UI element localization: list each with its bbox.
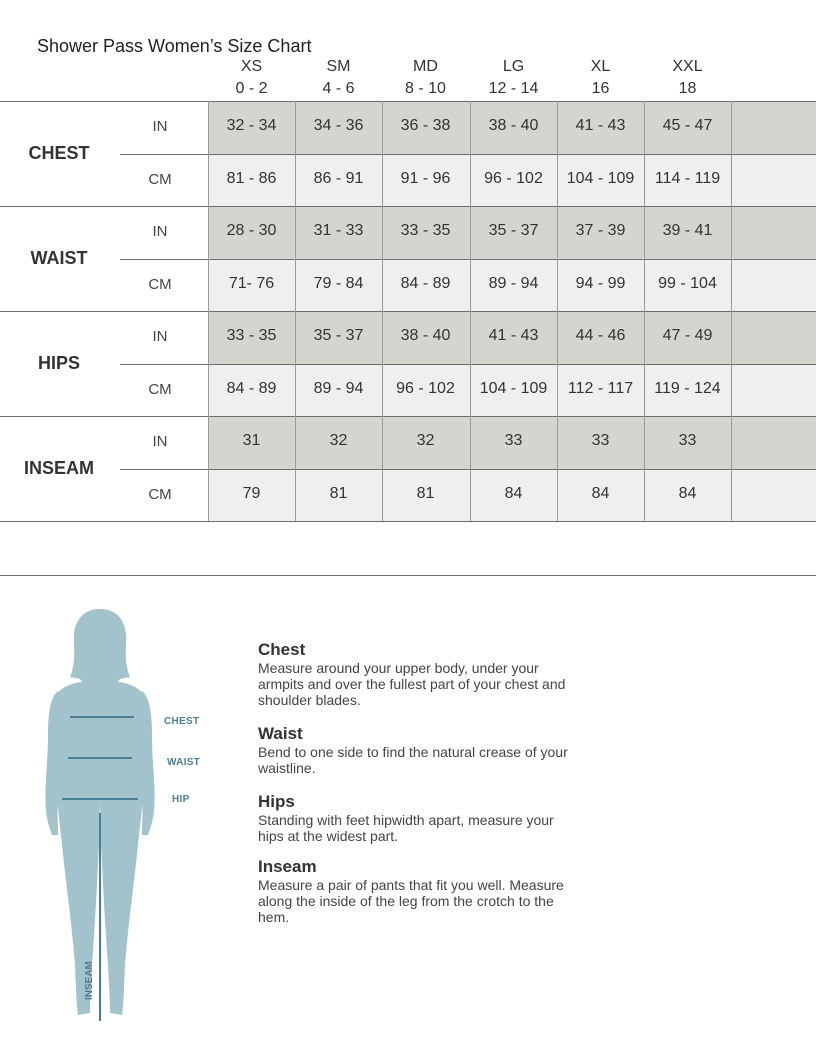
- group-label: INSEAM: [23, 457, 94, 478]
- unit-label: IN: [152, 433, 168, 451]
- table-cell: 39 - 41: [662, 222, 713, 240]
- instruction-text: Standing with feet hipwidth apart, measure your hips at the widest part.: [258, 812, 554, 844]
- table-cell: 112 - 117: [567, 379, 634, 397]
- table-cell: 84: [591, 484, 610, 502]
- table-cell: 79 - 84: [313, 274, 364, 292]
- size-name: MD: [413, 58, 438, 75]
- table-cell: 31: [242, 432, 261, 450]
- hip-label: HIP: [172, 794, 190, 805]
- table-cell: 41 - 43: [575, 117, 626, 135]
- column-line: [644, 101, 645, 521]
- inseam-label: INSEAM: [84, 961, 95, 1000]
- waist-label: WAIST: [167, 757, 201, 768]
- table-cell: 32 - 34: [226, 117, 277, 135]
- table-cell: 33 - 35: [226, 327, 277, 345]
- instruction-heading: Waist: [258, 724, 303, 743]
- column-line: [557, 101, 558, 521]
- size-name: SM: [326, 58, 351, 75]
- column-line: [208, 101, 209, 521]
- table-cell: 96 - 102: [396, 379, 455, 397]
- table-cell: 96 - 102: [484, 169, 543, 187]
- table-cell: 38 - 40: [400, 327, 451, 345]
- unit-label: CM: [148, 485, 172, 503]
- instruction-waist: [258, 724, 578, 776]
- size-name: XXL: [672, 58, 703, 75]
- unit-label: CM: [148, 275, 172, 293]
- instruction-text: Measure a pair of pants that fit you well. Measure along the inside of the leg from the crotch to the hem.: [258, 877, 564, 925]
- table-cell: 45 - 47: [662, 117, 713, 135]
- table-cell: 41 - 43: [488, 327, 539, 345]
- size-range: 8 - 10: [405, 80, 446, 97]
- table-cell: 36 - 38: [400, 117, 451, 135]
- instruction-heading: Hips: [258, 792, 295, 811]
- instruction-heading: Chest: [258, 640, 306, 659]
- table-cell: 81: [416, 484, 435, 502]
- table-cell: 104 - 109: [479, 379, 548, 397]
- group-label: WAIST: [30, 247, 88, 268]
- size-range: 12 - 14: [488, 80, 539, 97]
- table-cell: 79: [242, 484, 261, 502]
- instruction-inseam: [258, 857, 578, 925]
- table-cell: 84: [504, 484, 523, 502]
- row-separator: [120, 469, 816, 470]
- table-cell: 47 - 49: [662, 327, 713, 345]
- unit-label: IN: [152, 328, 168, 346]
- table-cell: 28 - 30: [226, 222, 277, 240]
- table-cell: 84 - 89: [226, 379, 277, 397]
- table-cell: 32: [329, 432, 348, 450]
- size-range: 18: [678, 80, 697, 97]
- unit-label: IN: [152, 118, 168, 136]
- size-header: [208, 56, 295, 100]
- size-header: [644, 56, 731, 100]
- table-cell: 94 - 99: [575, 274, 626, 292]
- table-cell: 84 - 89: [400, 274, 451, 292]
- table-cell: 104 - 109: [566, 169, 635, 187]
- unit-label: IN: [152, 223, 168, 241]
- size-header: [382, 56, 469, 100]
- table-bottom-line: [0, 521, 816, 522]
- table-cell: 89 - 94: [313, 379, 364, 397]
- table-cell: 33: [504, 432, 523, 450]
- column-line: [382, 101, 383, 521]
- table-cell: 33: [678, 432, 697, 450]
- group-label: HIPS: [37, 352, 80, 373]
- table-cell: 91 - 96: [400, 169, 451, 187]
- table-cell: 114 - 119: [654, 169, 721, 187]
- size-range: 4 - 6: [322, 80, 355, 97]
- table-cell: 31 - 33: [313, 222, 364, 240]
- row-separator: [120, 154, 816, 155]
- instruction-text: Bend to one side to find the natural crease of your waistline.: [258, 744, 568, 776]
- row-separator: [120, 364, 816, 365]
- table-cell: 81: [329, 484, 348, 502]
- size-name: XL: [590, 58, 611, 75]
- table-cell: 119 - 124: [654, 379, 721, 397]
- table-cell: 33: [591, 432, 610, 450]
- group-label: CHEST: [28, 142, 90, 163]
- instruction-hips: [258, 792, 578, 844]
- table-cell: 84: [678, 484, 697, 502]
- chart-title: Shower Pass Women’s Size Chart: [37, 36, 312, 56]
- instruction-text: Measure around your upper body, under your armpits and over the fullest part of your chest and shoulder blades.: [258, 660, 566, 708]
- table-cell: 81 - 86: [226, 169, 277, 187]
- table-cell: 99 - 104: [658, 274, 717, 292]
- body-figure: [40, 605, 170, 1025]
- size-header: [470, 56, 557, 100]
- table-cell: 44 - 46: [575, 327, 626, 345]
- table-cell: 37 - 39: [575, 222, 626, 240]
- column-line: [295, 101, 296, 521]
- size-range: 16: [591, 80, 610, 97]
- instruction-heading: Inseam: [258, 857, 317, 876]
- table-cell: 89 - 94: [488, 274, 539, 292]
- size-range: 0 - 2: [235, 80, 268, 97]
- row-separator: [120, 259, 816, 260]
- size-header: [295, 56, 382, 100]
- table-cell: 35 - 37: [488, 222, 539, 240]
- size-name: LG: [502, 58, 525, 75]
- table-cell: 35 - 37: [313, 327, 364, 345]
- chest-label: CHEST: [164, 716, 200, 727]
- column-line: [731, 101, 732, 521]
- table-cell: 71- 76: [228, 274, 275, 292]
- table-cell: 34 - 36: [313, 117, 364, 135]
- table-cell: 33 - 35: [400, 222, 451, 240]
- instruction-chest: [258, 640, 578, 708]
- unit-label: CM: [148, 380, 172, 398]
- column-line: [470, 101, 471, 521]
- table-cell: 32: [416, 432, 435, 450]
- size-name: XS: [240, 58, 263, 75]
- table-cell: 86 - 91: [313, 169, 364, 187]
- table-cell: 38 - 40: [488, 117, 539, 135]
- size-header: [557, 56, 644, 100]
- section-divider: [0, 575, 816, 576]
- unit-label: CM: [148, 170, 172, 188]
